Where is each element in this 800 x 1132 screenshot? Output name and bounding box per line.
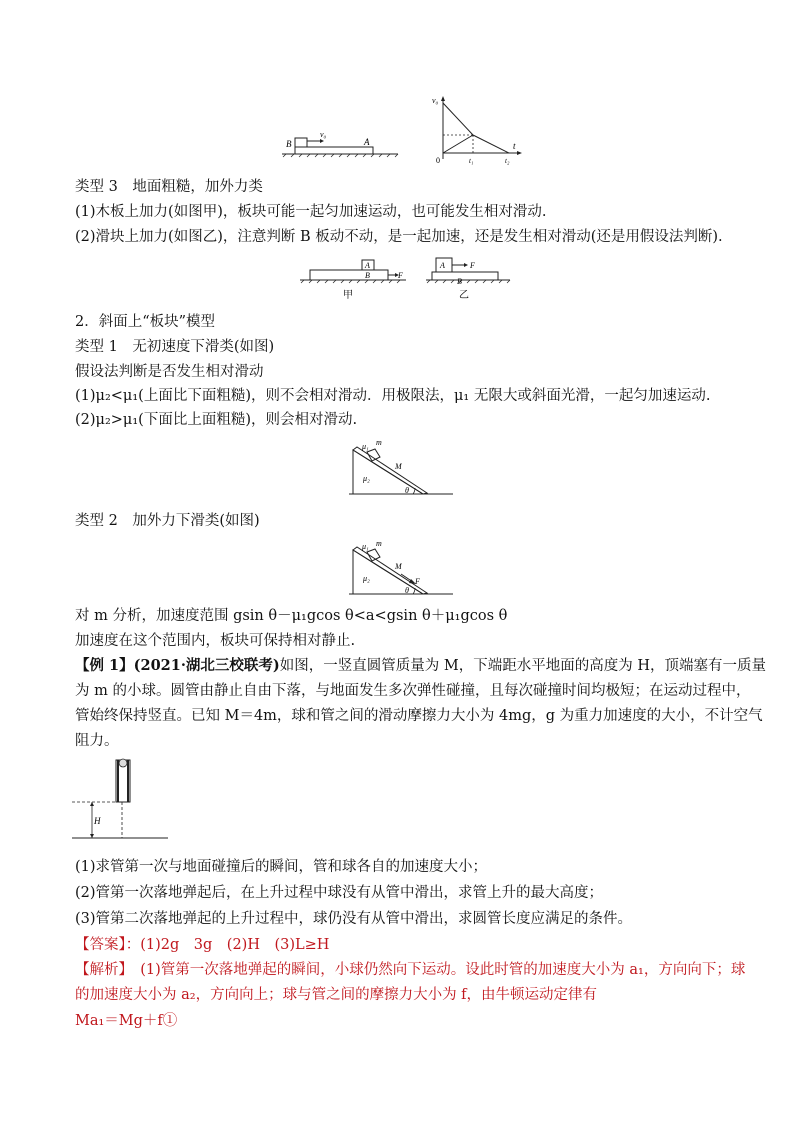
example-text-1: 如图，一竖直圆管质量为 M，下端距水平地面的高度为 H，顶端塞有一质量	[279, 658, 766, 674]
tube-figure	[72, 754, 172, 844]
incline1-mu2: μ₂	[363, 474, 370, 483]
incline1-M: M	[395, 462, 402, 471]
incline1-m: m	[376, 438, 382, 447]
example-line-3: 管始终保持竖直。已知 M＝4m，球和管之间的滑动摩擦力大小为 4mg，g 为重力加速度的大小，不计空气	[75, 708, 763, 724]
incline-type2: 类型 2 加外力下滑类(如图)	[75, 513, 260, 529]
incline2-mu1: μ₁	[362, 542, 369, 551]
example-line-2: 为 m 的小球。圆管由静止自由下落，与地面发生多次弹性碰撞，且每次碰撞时间均极短；在运动过程中，	[75, 683, 751, 699]
analysis-line-1: 【解析】 (1)管第一次落地弹起的瞬间，小球仍然向下运动。设此时管的加速度大小为 a₁，方向向下；球	[75, 962, 746, 978]
analysis-line-2: 的加速度大小为 a₂，方向向上；球与管之间的摩擦力大小为 f，由牛顿运动定律有	[75, 987, 598, 1003]
example-tag: 【例 1】(2021·湖北三校联考)	[75, 657, 280, 674]
label-v0: v₀	[320, 130, 327, 139]
accel-range: 对 m 分析，加速度范围 gsin θ－μ₁gcos θ<a<gsin θ＋μ₁gcos θ	[75, 608, 508, 624]
incline-case1: (1)μ₂<μ₁(上面比下面粗糙)，则不会相对滑动．用极限法，μ₁ 无限大或斜面光滑，一起匀加速运动.	[75, 388, 711, 404]
answer: 【答案】：(1)2g 3g (2)H (3)L≥H	[75, 937, 330, 953]
question-3: (3)管第二次落地弹起的上升过程中，球仍没有从管中滑出，求圆管长度应满足的条件。	[75, 911, 633, 927]
vt-y-label: v₀	[432, 96, 439, 105]
jia-caption: 甲	[343, 290, 353, 301]
figure-yi	[424, 254, 514, 304]
incline2-mu2: μ₂	[363, 574, 370, 583]
jia-a: A	[365, 261, 370, 270]
type3-point2: (2)滑块上加力(如图乙)，注意判断 B 板动不动，是一起加速，还是发生相对滑动(还是用假设法判断).	[75, 229, 723, 245]
incline2-M: M	[395, 562, 402, 571]
yi-f: F	[470, 261, 475, 270]
type3-heading: 类型 3 地面粗糙，加外力类	[75, 179, 263, 195]
vt-origin: 0	[436, 156, 440, 165]
label-a: A	[364, 137, 370, 147]
vt-graph	[425, 93, 525, 165]
analysis-line-3: Ma₁＝Mg＋f①	[75, 1013, 178, 1029]
incline-heading: 2．斜面上“板块”模型	[75, 314, 216, 330]
question-1: (1)求管第一次与地面碰撞后的瞬间，管和球各自的加速度大小；	[75, 859, 488, 875]
example-line-1	[75, 656, 766, 676]
jia-f: F	[398, 271, 403, 280]
incline2-f: F	[415, 577, 420, 586]
incline-case2: (2)μ₂>μ₁(下面比上面粗糙)，则会相对滑动.	[75, 412, 358, 428]
incline2-m: m	[376, 539, 382, 548]
example-line-4: 阻力。	[75, 733, 119, 749]
question-2: (2)管第一次落地弹起后，在上升过程中球没有从管中滑出，求管上升的最大高度；	[75, 885, 604, 901]
type3-point1: (1)木板上加力(如图甲)，板块可能一起匀加速运动，也可能发生相对滑动.	[75, 204, 547, 220]
accel-note: 加速度在这个范围内，板块可保持相对静止.	[75, 633, 356, 649]
incline-figure-2	[345, 538, 455, 598]
figure-jia	[298, 256, 408, 304]
incline-figure-1	[345, 436, 455, 498]
incline-type1: 类型 1 无初速度下滑类(如图)	[75, 339, 275, 355]
incline2-theta: θ	[405, 586, 409, 595]
board-block-figure	[280, 130, 400, 158]
yi-a: A	[440, 261, 445, 270]
vt-t2: t₂	[505, 157, 510, 165]
label-b: B	[286, 139, 292, 149]
incline1-theta: θ	[405, 486, 409, 495]
vt-t1: t₁	[469, 157, 474, 165]
vt-x-label: t	[513, 141, 516, 151]
tube-h: H	[94, 816, 101, 826]
incline1-mu1: μ₁	[362, 442, 369, 451]
yi-b: B	[457, 277, 462, 286]
jia-b: B	[365, 271, 370, 280]
incline-assume: 假设法判断是否发生相对滑动	[75, 364, 264, 380]
yi-caption: 乙	[459, 290, 469, 301]
